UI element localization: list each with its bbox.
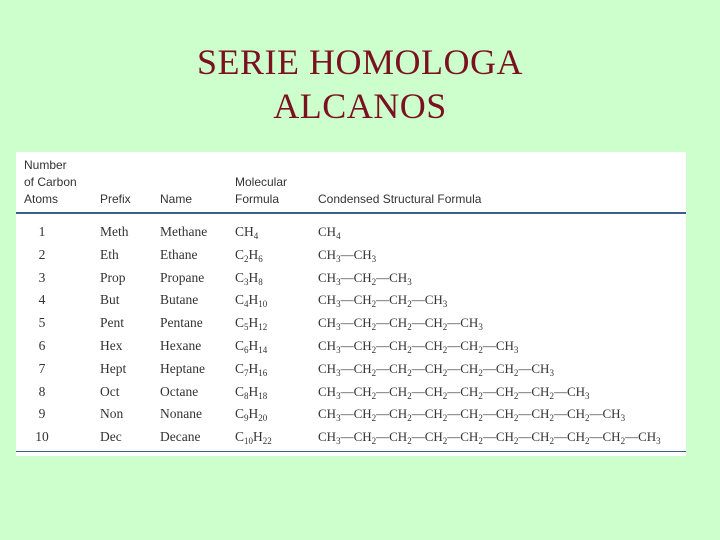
bond-dash: — (340, 360, 354, 376)
prefix-cell: Pent (100, 315, 125, 331)
group-symbol: CH (353, 337, 372, 353)
group-symbol: CH (531, 406, 550, 422)
group-subscript: 3 (549, 367, 554, 378)
bond-dash: — (376, 383, 390, 399)
group-subscript: 2 (442, 413, 448, 424)
alkane-name: Nonane (160, 406, 202, 422)
group-subscript: 4 (336, 231, 341, 241)
group-symbol: CH (318, 292, 337, 308)
carbon-count: 10 (35, 429, 49, 445)
alkane-name: Hexane (160, 337, 202, 353)
group-subscript: 3 (371, 253, 377, 264)
group-subscript: 2 (371, 413, 377, 424)
formula-symbol: H (248, 383, 259, 399)
bond-dash: — (447, 360, 461, 376)
carbon-count: 7 (38, 360, 46, 376)
bond-dash: — (340, 429, 354, 445)
group-subscript: 3 (336, 253, 341, 264)
bond-dash: — (482, 406, 496, 422)
formula-subscript: 7 (244, 367, 249, 378)
condensed-formula (318, 315, 483, 331)
alkane-name: Pentane (160, 315, 203, 331)
group-symbol: CH (424, 383, 443, 399)
bond-dash: — (411, 360, 425, 376)
bond-dash: — (411, 406, 425, 422)
prefix-cell: Dec (100, 429, 122, 445)
bond-dash: — (518, 429, 532, 445)
formula-symbol: C (235, 360, 245, 376)
condensed-formula (318, 384, 590, 400)
formula-symbol: C (235, 406, 245, 422)
group-subscript: 2 (442, 436, 448, 447)
group-symbol: CH (353, 429, 372, 445)
group-subscript: 2 (407, 344, 412, 355)
formula-symbol: C (235, 429, 245, 445)
formula-symbol: H (248, 406, 259, 422)
group-symbol: CH (424, 292, 443, 308)
table-row (16, 404, 686, 427)
bond-dash: — (340, 406, 354, 422)
bond-dash: — (518, 360, 532, 376)
formula-symbol: C (235, 292, 245, 308)
alkane-name: Octane (160, 383, 199, 399)
group-symbol: CH (318, 429, 337, 445)
group-symbol: CH (389, 406, 408, 422)
group-subscript: 2 (478, 413, 483, 424)
group-symbol: CH (389, 360, 408, 376)
group-symbol: CH (424, 360, 443, 376)
bond-dash: — (553, 383, 567, 399)
group-symbol: CH (389, 315, 408, 331)
group-subscript: 2 (407, 390, 412, 401)
prefix-cell: Prop (100, 269, 126, 285)
group-subscript: 3 (442, 299, 448, 310)
prefix-cell: Eth (100, 246, 119, 262)
prefix-cell: Oct (100, 383, 120, 399)
formula-subscript: 6 (258, 253, 263, 264)
group-symbol: CH (460, 337, 479, 353)
alkane-name: Propane (160, 269, 205, 285)
molecular-formula (235, 429, 272, 445)
group-symbol: CH (566, 429, 585, 445)
formula-symbol: H (248, 337, 259, 353)
bond-dash: — (376, 292, 390, 308)
prefix-cell: Meth (100, 224, 129, 239)
bond-dash: — (447, 383, 461, 399)
carbon-count: 3 (38, 269, 46, 285)
group-symbol: CH (638, 429, 657, 445)
group-symbol: CH (389, 269, 408, 285)
molecular-formula (235, 384, 267, 400)
formula-subscript: 9 (244, 413, 249, 424)
formula-subscript: 4 (253, 231, 259, 241)
alkane-table (16, 152, 686, 456)
group-symbol: CH (389, 292, 408, 308)
group-subscript: 2 (442, 322, 448, 333)
group-subscript: 2 (478, 390, 483, 401)
prefix-cell: Hept (100, 360, 127, 376)
molecular-formula (235, 406, 267, 422)
formula-subscript: 2 (244, 253, 249, 264)
bond-dash: — (411, 383, 425, 399)
group-subscript: 3 (620, 413, 626, 424)
group-symbol: CH (531, 429, 550, 445)
carbon-count: 9 (38, 406, 46, 422)
group-symbol: CH (460, 315, 479, 331)
bond-dash: — (482, 337, 496, 353)
bond-dash: — (482, 383, 496, 399)
group-subscript: 3 (656, 436, 661, 447)
group-subscript: 3 (336, 276, 341, 287)
group-subscript: 3 (336, 344, 341, 355)
condensed-formula (318, 361, 554, 377)
group-symbol: CH (318, 383, 337, 399)
group-subscript: 2 (478, 436, 483, 447)
group-symbol: CH (318, 337, 337, 353)
formula-subscript: 8 (258, 276, 263, 287)
group-subscript: 2 (478, 344, 483, 355)
alkane-name: Butane (160, 292, 199, 308)
group-subscript: 2 (371, 299, 377, 310)
condensed-formula (318, 406, 625, 422)
formula-subscript: 12 (258, 322, 268, 333)
condensed-formula (318, 224, 341, 240)
group-subscript: 2 (549, 390, 554, 401)
formula-symbol: C (235, 315, 245, 331)
group-subscript: 2 (371, 276, 377, 287)
bond-dash: — (447, 406, 461, 422)
formula-subscript: 20 (258, 413, 268, 424)
table-row (16, 245, 686, 268)
bond-dash: — (376, 315, 390, 331)
bond-dash: — (411, 337, 425, 353)
group-subscript: 2 (371, 367, 377, 378)
carbon-count: 4 (38, 292, 46, 308)
group-symbol: CH (495, 406, 514, 422)
formula-symbol: C (235, 383, 245, 399)
group-symbol: CH (318, 315, 337, 331)
bond-dash: — (482, 360, 496, 376)
group-subscript: 2 (371, 390, 377, 401)
group-symbol: CH (424, 315, 443, 331)
group-subscript: 2 (407, 413, 412, 424)
group-symbol: CH (389, 429, 408, 445)
group-subscript: 3 (336, 299, 341, 310)
group-symbol: CH (353, 246, 372, 262)
bond-dash: — (553, 429, 567, 445)
group-symbol: CH (318, 360, 337, 376)
group-subscript: 2 (620, 436, 626, 447)
group-symbol: CH (318, 246, 337, 262)
table-row (16, 336, 686, 359)
molecular-formula (235, 315, 267, 331)
group-symbol: CH (566, 406, 585, 422)
header-molecular-formula: Molecular Formula (235, 175, 288, 206)
group-subscript: 2 (442, 390, 448, 401)
formula-symbol: H (248, 360, 259, 376)
table-row (16, 222, 686, 245)
group-subscript: 3 (336, 390, 341, 401)
group-subscript: 3 (336, 413, 341, 424)
alkane-name: Ethane (160, 246, 198, 262)
group-symbol: CH (460, 383, 479, 399)
formula-subscript: 3 (244, 276, 249, 287)
carbon-count: 6 (38, 337, 46, 353)
bond-dash: — (340, 383, 354, 399)
group-subscript: 2 (442, 344, 448, 355)
group-symbol: CH (389, 337, 408, 353)
formula-subscript: 4 (244, 299, 249, 310)
group-symbol: CH (495, 360, 514, 376)
prefix-cell: Non (100, 406, 124, 422)
bond-dash: — (411, 315, 425, 331)
group-subscript: 3 (336, 322, 341, 333)
alkane-name: Heptane (160, 360, 205, 376)
formula-symbol: H (248, 269, 259, 285)
group-subscript: 3 (585, 390, 590, 401)
group-symbol: CH (566, 383, 585, 399)
alkane-name: Decane (160, 429, 201, 445)
formula-subscript: 22 (262, 436, 272, 447)
group-subscript: 2 (513, 367, 519, 378)
formula-symbol: H (253, 429, 263, 445)
group-symbol: CH (460, 360, 479, 376)
bond-dash: — (518, 383, 532, 399)
condensed-formula (318, 292, 447, 308)
group-symbol: CH (531, 383, 550, 399)
molecular-formula (235, 224, 258, 240)
group-subscript: 2 (407, 322, 412, 333)
table-row (16, 382, 686, 405)
molecular-formula (235, 270, 263, 286)
bond-dash: — (340, 315, 354, 331)
bond-dash: — (340, 246, 354, 262)
formula-subscript: 14 (258, 344, 268, 355)
table-row (16, 268, 686, 291)
condensed-formula (318, 429, 661, 445)
group-symbol: CH (460, 406, 479, 422)
table-row (16, 290, 686, 313)
group-subscript: 2 (371, 436, 377, 447)
formula-subscript: 5 (244, 322, 249, 333)
formula-symbol: C (235, 337, 245, 353)
group-subscript: 2 (407, 299, 412, 310)
formula-symbol: H (248, 246, 259, 262)
table-bottom-rule (16, 451, 686, 452)
bond-dash: — (376, 360, 390, 376)
group-symbol: CH (318, 224, 337, 239)
group-symbol: CH (460, 429, 479, 445)
bond-dash: — (376, 269, 390, 285)
table-row (16, 359, 686, 382)
formula-symbol: H (248, 292, 259, 308)
group-subscript: 2 (371, 344, 377, 355)
condensed-formula (318, 270, 412, 286)
formula-symbol: C (235, 246, 245, 262)
formula-subscript: 18 (258, 390, 268, 401)
group-subscript: 3 (513, 344, 519, 355)
molecular-formula (235, 361, 267, 377)
bond-dash: — (411, 292, 425, 308)
alkane-name: Methane (160, 224, 208, 239)
formula-symbol: C (235, 269, 245, 285)
group-subscript: 2 (549, 413, 554, 424)
formula-subscript: 8 (244, 390, 249, 401)
group-subscript: 2 (513, 436, 519, 447)
group-symbol: CH (531, 360, 550, 376)
group-subscript: 3 (336, 436, 341, 447)
bond-dash: — (589, 406, 603, 422)
group-subscript: 2 (407, 436, 412, 447)
group-symbol: CH (424, 337, 443, 353)
slide-title (0, 40, 720, 128)
group-symbol: CH (495, 337, 514, 353)
table-header (16, 152, 686, 212)
prefix-cell: But (100, 292, 120, 308)
group-subscript: 3 (478, 322, 483, 333)
table-body (16, 222, 686, 450)
group-symbol: CH (389, 383, 408, 399)
bond-dash: — (518, 406, 532, 422)
group-subscript: 2 (549, 436, 554, 447)
table-row (16, 427, 686, 450)
formula-subscript: 10 (258, 299, 268, 310)
title-line-1: SERIE HOMOLOGA (197, 42, 523, 82)
group-symbol: CH (353, 315, 372, 331)
formula-subscript: 16 (258, 367, 268, 378)
group-symbol: CH (353, 269, 372, 285)
bond-dash: — (376, 337, 390, 353)
bond-dash: — (625, 429, 639, 445)
group-subscript: 2 (371, 322, 377, 333)
group-symbol: CH (424, 429, 443, 445)
group-symbol: CH (424, 406, 443, 422)
bond-dash: — (482, 429, 496, 445)
group-subscript: 2 (478, 367, 483, 378)
group-symbol: CH (495, 429, 514, 445)
group-symbol: CH (318, 406, 337, 422)
molecular-formula (235, 247, 263, 263)
header-divider (16, 212, 686, 214)
molecular-formula (235, 292, 267, 308)
bond-dash: — (553, 406, 567, 422)
group-subscript: 2 (442, 367, 448, 378)
group-subscript: 2 (513, 413, 519, 424)
formula-subscript: 6 (244, 344, 249, 355)
bond-dash: — (447, 429, 461, 445)
formula-symbol: H (248, 315, 259, 331)
group-subscript: 3 (407, 276, 412, 287)
group-subscript: 2 (585, 413, 590, 424)
group-subscript: 2 (585, 436, 590, 447)
condensed-formula (318, 338, 518, 354)
header-name: Name (160, 192, 193, 206)
group-symbol: CH (318, 269, 337, 285)
group-symbol: CH (353, 383, 372, 399)
bond-dash: — (589, 429, 603, 445)
table-row (16, 313, 686, 336)
bond-dash: — (447, 337, 461, 353)
group-symbol: CH (353, 360, 372, 376)
title-line-2: ALCANOS (273, 86, 447, 126)
formula-symbol: CH (235, 224, 254, 239)
carbon-count: 5 (38, 315, 46, 331)
carbon-count: 8 (38, 383, 46, 399)
bond-dash: — (447, 315, 461, 331)
bond-dash: — (340, 292, 354, 308)
formula-subscript: 10 (244, 436, 254, 447)
group-symbol: CH (353, 292, 372, 308)
bond-dash: — (376, 429, 390, 445)
prefix-cell: Hex (100, 337, 123, 353)
molecular-formula (235, 338, 267, 354)
bond-dash: — (340, 269, 354, 285)
bond-dash: — (340, 337, 354, 353)
group-subscript: 2 (513, 390, 519, 401)
header-carbon-atoms: Number of Carbon Atoms (24, 158, 77, 206)
group-symbol: CH (353, 406, 372, 422)
group-symbol: CH (602, 406, 621, 422)
condensed-formula (318, 247, 376, 263)
bond-dash: — (376, 406, 390, 422)
carbon-count: 2 (38, 246, 46, 262)
header-prefix: Prefix (100, 192, 131, 206)
header-condensed-formula: Condensed Structural Formula (318, 192, 482, 206)
group-symbol: CH (495, 383, 514, 399)
bond-dash: — (411, 429, 425, 445)
carbon-count: 1 (38, 224, 46, 239)
group-symbol: CH (602, 429, 621, 445)
group-subscript: 2 (407, 367, 412, 378)
group-subscript: 3 (336, 367, 341, 378)
